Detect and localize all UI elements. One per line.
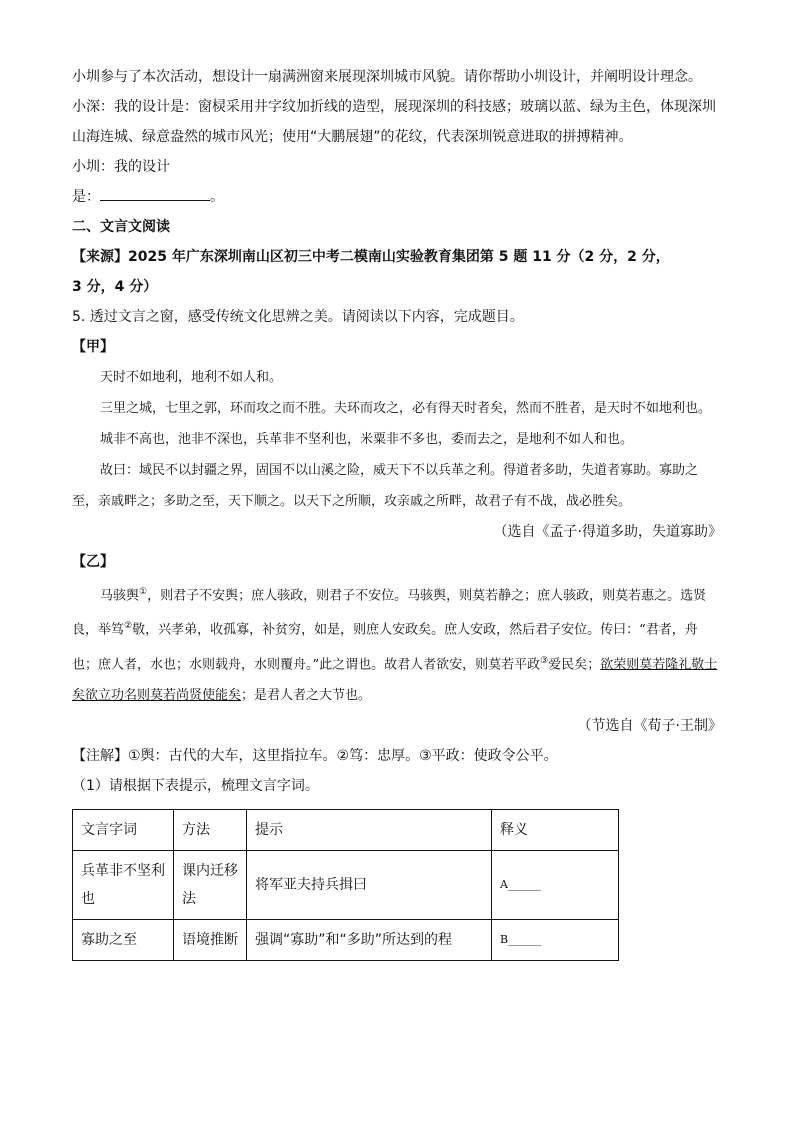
jia-paragraph: 故曰：域民不以封疆之界，固国不以山溪之险，威天下不以兵革之利。得道者多助，失道者寡助。寡助之至，亲戚畔之；多助之至，天下顺之。以天下之所顺，攻亲戚之所畔，故君子有不战，战必胜矣。	[72, 463, 699, 509]
table-row	[73, 919, 619, 960]
source-line: 3 分，4 分）	[72, 279, 158, 295]
yi-text: 敬，兴孝弟，收孤寡，补贫穷，如是，则庶人安政矣。庶人安政，然后君子安位。传曰：“君者，舟也；庶人者，水也；水则载舟，水则覆舟。”此之谓也。故君人者欲安，则莫若平政	[72, 622, 698, 672]
note-marker: ①	[139, 587, 148, 597]
answer-blank[interactable]	[100, 186, 210, 201]
table-header-row	[73, 809, 619, 850]
jia-source: （选自《孟子·得道多助，失道寡助》	[493, 524, 722, 540]
yi-label: 【乙】	[72, 554, 114, 570]
table-cell: 兵革非不坚利也	[73, 850, 174, 919]
table-header: 释义	[492, 809, 619, 850]
table-header: 文言字词	[73, 809, 174, 850]
notes: 【注解】①舆：古代的大车，这里指拉车。②笃：忠厚。③平政：使政令公平。	[72, 747, 558, 764]
vocab-table	[72, 809, 619, 961]
answer-line	[72, 182, 722, 212]
question-text: 5. 透过文言之窗，感受传统文化思辨之美。请阅读以下内容，完成题目。	[72, 309, 524, 325]
answer-cell-a[interactable]: A______	[492, 850, 619, 919]
intro-line: 小圳：我的设计	[72, 159, 170, 175]
answer-suffix: 。	[210, 189, 224, 205]
table-header: 方法	[174, 809, 247, 850]
yi-text: 爱民矣；	[548, 656, 601, 672]
document-page	[72, 62, 722, 961]
jia-paragraph: 天时不如地利，地利不如人和。	[100, 370, 283, 385]
yi-source: （节选自《荀子·王制》	[577, 717, 722, 734]
section-title: 二、文言文阅读	[72, 219, 170, 235]
jia-paragraph: 城非不高也，池非不深也，兵革非不坚利也，米粟非不多也，委而去之，是地利不如人和也。	[100, 432, 634, 447]
underlined-sentence: 欲荣则莫若隆礼敬士矣欲立功名则莫若尚贤使能矣	[72, 656, 718, 703]
yi-text: ，则君子不安舆；庶人骇政，则君子不安位。马骇舆，则莫若静之；庶人骇政，则莫若惠之。选贤良，举笃	[72, 588, 707, 638]
table-cell: 寡助之至	[73, 919, 174, 960]
source-line: 【来源】2025 年广东深圳南山区初三中考二模南山实验教育集团第 5 题 11 分（2 分，2 分，	[72, 249, 670, 265]
table-row	[73, 850, 619, 919]
yi-text: 马骇舆	[100, 588, 140, 604]
table-cell: 将军亚夫持兵揖曰	[247, 850, 492, 919]
note-marker: ③	[540, 655, 549, 666]
answer-prefix: 是：	[72, 189, 100, 205]
intro-line: 小深：我的设计是：窗棂采用井字纹加折线的造型，展现深圳的科技感；玻璃以蓝、绿为主色，体现深圳	[72, 99, 716, 115]
jia-label: 【甲】	[72, 339, 114, 355]
jia-paragraph: 三里之城，七里之郭，环而攻之而不胜。夫环而攻之，必有得天时者矣，然而不胜者，是天时不如地利也。	[100, 401, 712, 416]
note-marker: ②	[124, 621, 133, 632]
intro-line: 山海连城、绿意盎然的城市风光；使用“大鹏展翅”的花纹，代表深圳锐意进取的拼搏精神。	[72, 129, 633, 145]
table-cell: 课内迁移法	[174, 850, 247, 919]
intro-line: 小圳参与了本次活动，想设计一扇满洲窗来展现深圳城市风貌。请你帮助小圳设计，并阐明设计理念。	[72, 69, 702, 85]
table-header: 提示	[247, 809, 492, 850]
table-cell: 语境推断	[174, 919, 247, 960]
table-cell: 强调“寡助”和“多助”所达到的程	[247, 919, 492, 960]
answer-cell-b[interactable]: B______	[492, 919, 619, 960]
sub-question: （1）请根据下表提示，梳理文言字词。	[72, 777, 319, 794]
yi-paragraph	[72, 577, 722, 711]
yi-text: ；是君人者之大节也。	[241, 687, 372, 703]
